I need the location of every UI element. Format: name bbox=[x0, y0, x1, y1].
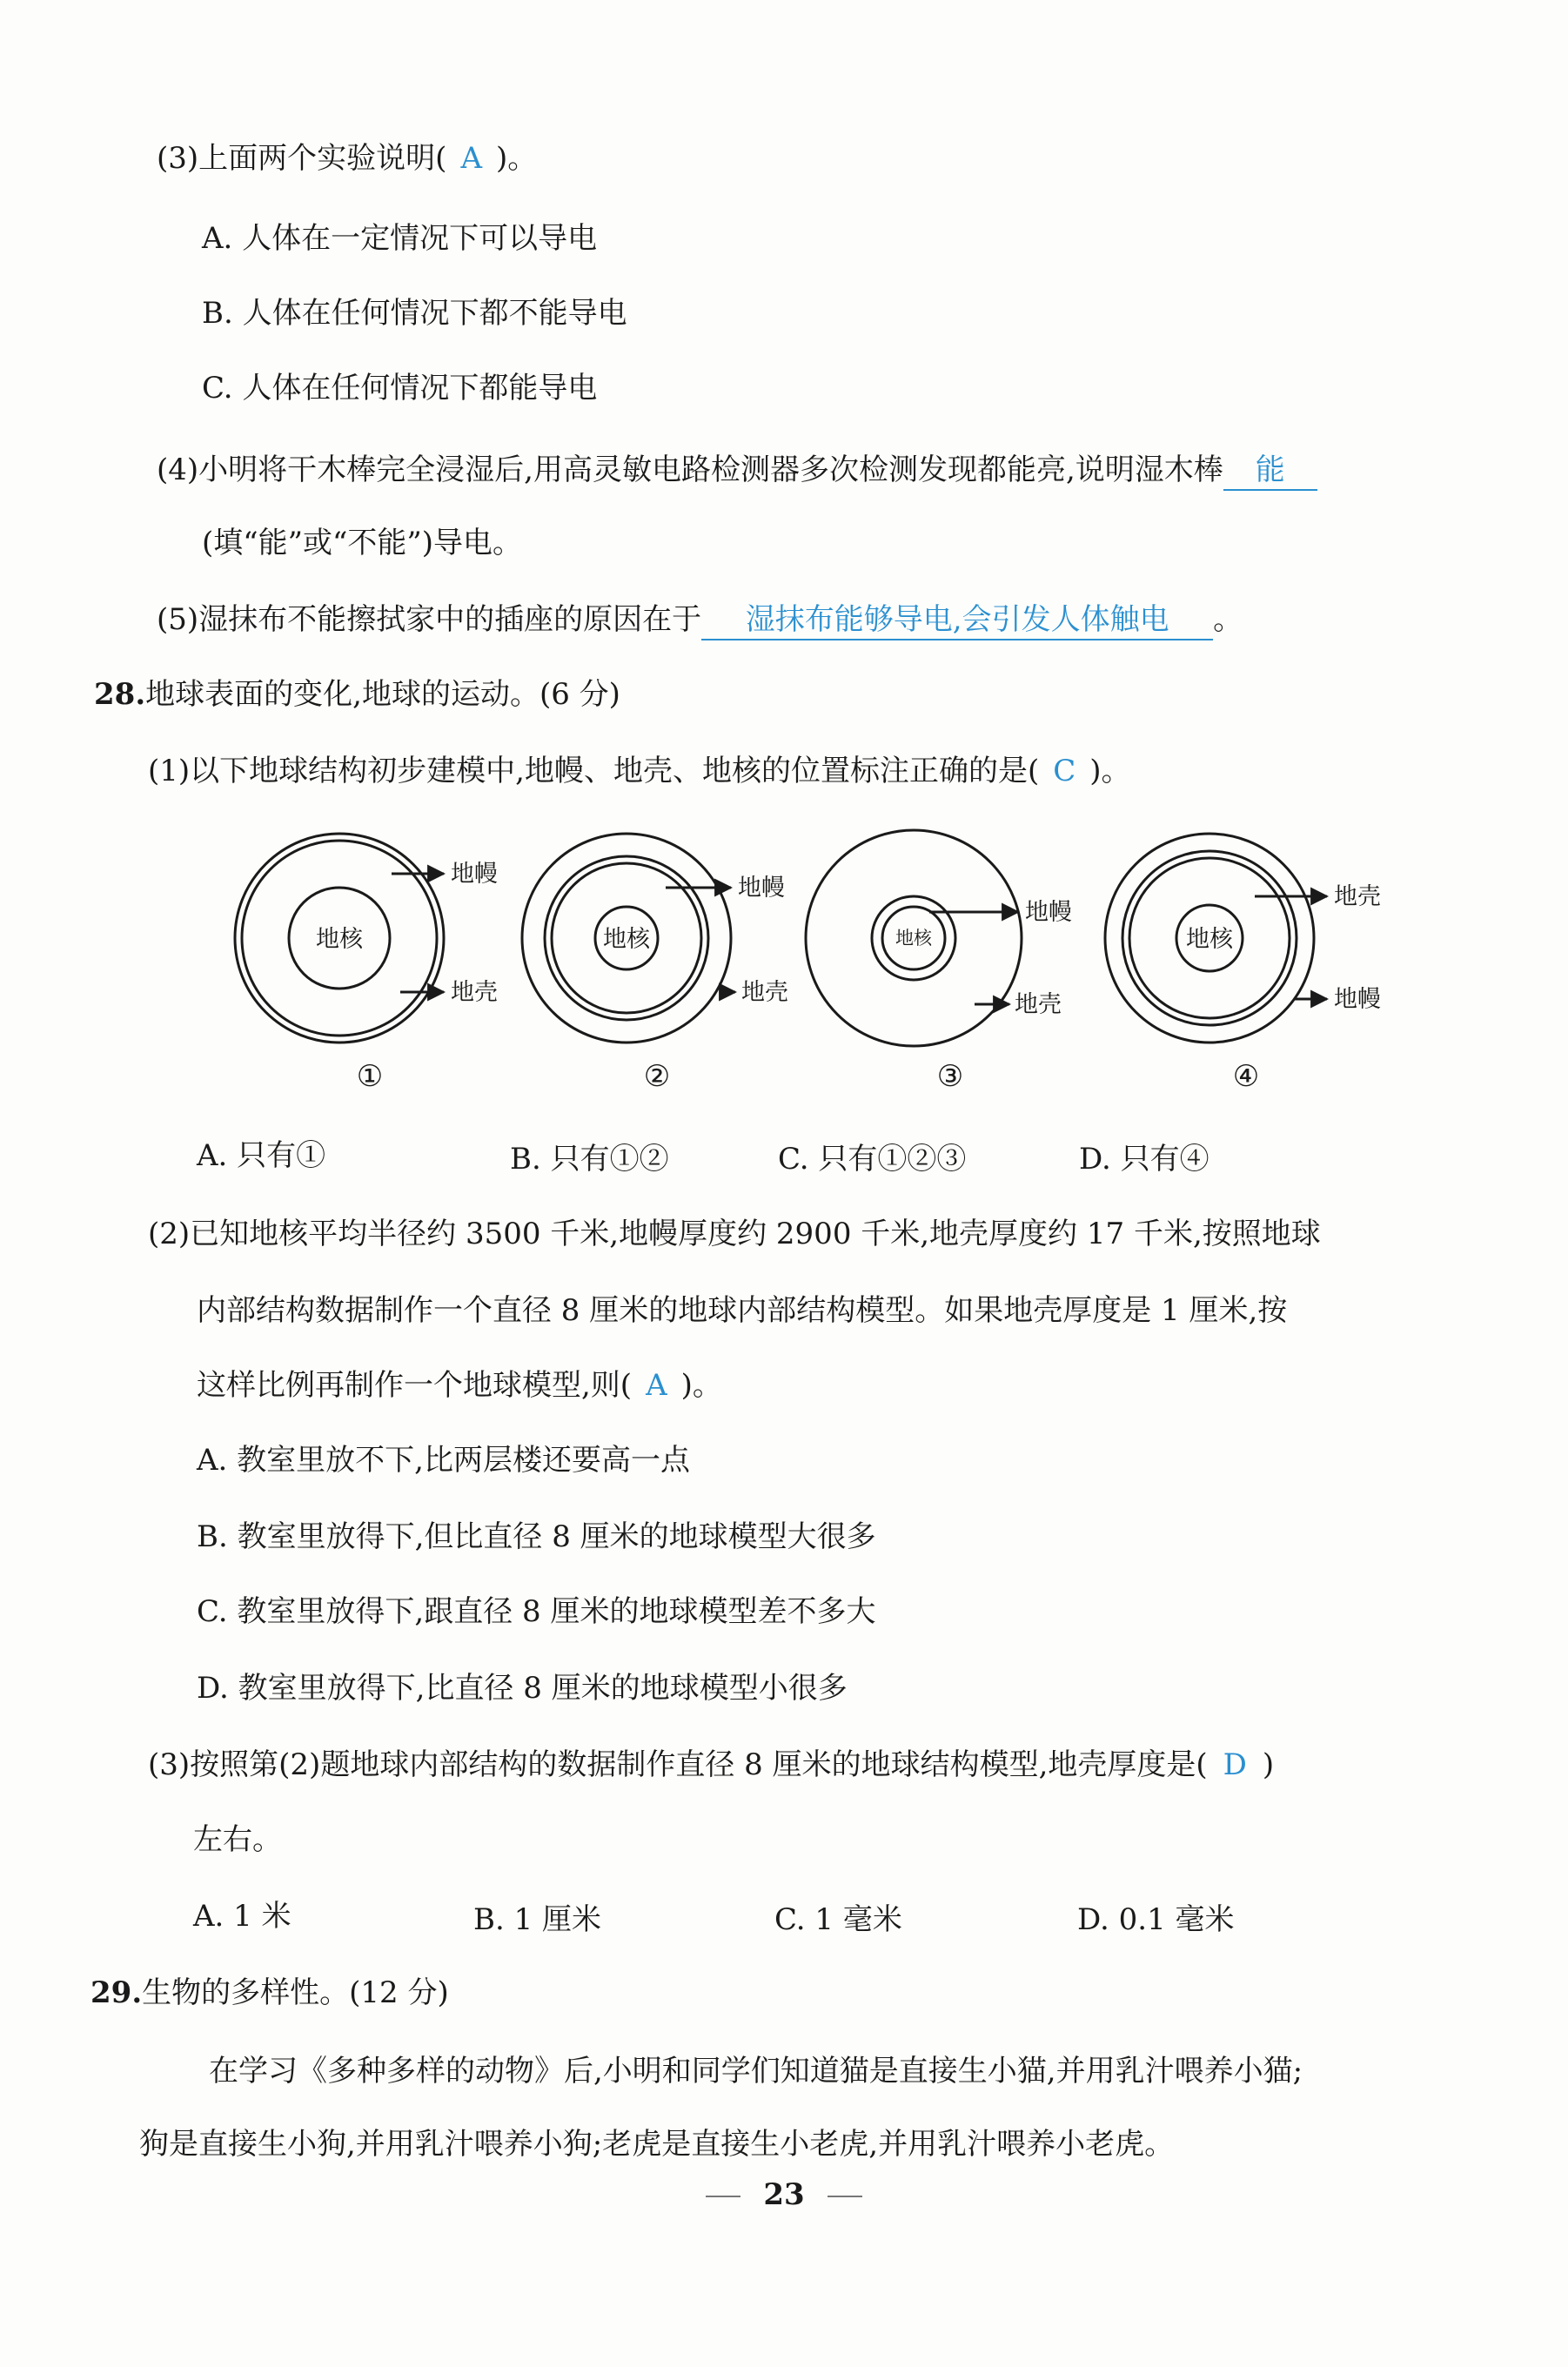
d3-number: ③ bbox=[936, 1059, 964, 1094]
stem-text: (5)湿抹布不能擦拭家中的插座的原因在于 bbox=[157, 602, 702, 637]
stem-text: (3)按照第(2)题地球内部结构的数据制作直径 8 厘米的地球结构模型,地壳厚度是( bbox=[148, 1747, 1208, 1782]
q29-paragraph-line2: 狗是直接生小狗,并用乳汁喂养小狗;老虎是直接生小老虎,并用乳汁喂养小老虎。 bbox=[139, 2127, 1175, 2162]
stem-suffix: ) bbox=[1262, 1747, 1275, 1782]
d3-bottom-label: 地壳 bbox=[1015, 991, 1062, 1018]
stem-text: (1)以下地球结构初步建模中,地幔、地壳、地核的位置标注正确的是( bbox=[148, 754, 1040, 788]
stem-text: 这样比例再制作一个地球模型,则( bbox=[197, 1368, 633, 1403]
d1-center-label: 地核 bbox=[316, 926, 363, 953]
q28-s1-option-c: C. 只有①②③ bbox=[778, 1142, 967, 1177]
question-title: 地球表面的变化,地球的运动。(6 分) bbox=[145, 677, 620, 712]
answer-mark: C bbox=[1053, 754, 1076, 788]
q28-heading bbox=[94, 675, 620, 714]
d4-center-label: 地核 bbox=[1186, 926, 1233, 953]
page-number: 23 bbox=[763, 2177, 805, 2212]
q29-paragraph-line1: 在学习《多种多样的动物》后,小明和同学们知道猫是直接生小猫,并用乳汁喂养小猫; bbox=[209, 2054, 1303, 2089]
d2-top-label: 地幔 bbox=[738, 875, 785, 902]
d2-center-label: 地核 bbox=[603, 926, 650, 953]
d3-center-label: 地核 bbox=[895, 928, 932, 949]
answer-mark: D bbox=[1223, 1747, 1247, 1782]
earth-structure-diagrams bbox=[209, 825, 1444, 1103]
question-title: 生物的多样性。(12 分) bbox=[142, 1975, 449, 2010]
stem-suffix: )。 bbox=[1089, 754, 1131, 788]
q28-s2-option-d: D. 教室里放得下,比直径 8 厘米的地球模型小很多 bbox=[197, 1671, 848, 1706]
q28-s1-stem bbox=[148, 752, 1131, 790]
q28-s3-option-d: D. 0.1 毫米 bbox=[1077, 1902, 1235, 1937]
question-number: 28. bbox=[94, 677, 146, 712]
q28-s3-option-c: C. 1 毫米 bbox=[774, 1902, 902, 1937]
q28-s2-stem-line3 bbox=[197, 1366, 722, 1405]
stem-suffix: )。 bbox=[496, 141, 538, 176]
d1-number: ① bbox=[356, 1059, 384, 1094]
q28-s2-option-b: B. 教室里放得下,但比直径 8 厘米的地球模型大很多 bbox=[197, 1519, 876, 1554]
answer-mark: A bbox=[460, 141, 482, 176]
page-footer bbox=[0, 2177, 1568, 2212]
footer-rule-left bbox=[706, 2196, 740, 2197]
q27-s5-stem bbox=[157, 600, 1243, 640]
stem-suffix: 。 bbox=[1213, 602, 1243, 637]
q28-s3-stem bbox=[148, 1746, 1274, 1784]
q28-s2-option-c: C. 教室里放得下,跟直径 8 厘米的地球模型差不多大 bbox=[197, 1594, 876, 1629]
stem-text: (4)小明将干木棒完全浸湿后,用高灵敏电路检测器多次检测发现都能亮,说明湿木棒 bbox=[157, 453, 1223, 487]
q27-s3-option-b: B. 人体在任何情况下都不能导电 bbox=[202, 296, 627, 331]
q28-s2-stem-line1: (2)已知地核平均半径约 3500 千米,地幔厚度约 2900 千米,地壳厚度约 17 千米,按照地球 bbox=[148, 1217, 1321, 1251]
answer-mark: A bbox=[646, 1368, 667, 1403]
q28-s2-option-a: A. 教室里放不下,比两层楼还要高一点 bbox=[197, 1443, 690, 1478]
footer-rule-right bbox=[828, 2196, 862, 2197]
q27-s3-option-c: C. 人体在任何情况下都能导电 bbox=[202, 371, 598, 406]
d2-number: ② bbox=[643, 1059, 671, 1094]
d3-top-label: 地幔 bbox=[1025, 899, 1072, 926]
q27-s4-stem-line2: (填“能”或“不能”)导电。 bbox=[202, 526, 523, 560]
stem-text: (3)上面两个实验说明( bbox=[157, 141, 447, 176]
d4-bottom-label: 地幔 bbox=[1334, 986, 1381, 1013]
q29-heading bbox=[90, 1974, 449, 2012]
answer-blank: 湿抹布能够导电,会引发人体触电 bbox=[701, 600, 1213, 640]
q28-s3-option-a: A. 1 米 bbox=[193, 1899, 291, 1934]
q28-s1-option-a: A. 只有① bbox=[197, 1138, 326, 1173]
d4-top-label: 地壳 bbox=[1334, 883, 1381, 910]
q27-s4-stem bbox=[157, 451, 1317, 491]
d1-top-label: 地幔 bbox=[451, 861, 498, 888]
d1-bottom-label: 地壳 bbox=[451, 979, 498, 1006]
question-number: 29. bbox=[90, 1975, 143, 2010]
q28-s3-option-b: B. 1 厘米 bbox=[473, 1902, 602, 1937]
q27-s3-stem bbox=[157, 139, 537, 178]
q28-s2-stem-line2: 内部结构数据制作一个直径 8 厘米的地球内部结构模型。如果地壳厚度是 1 厘米,按 bbox=[197, 1293, 1288, 1328]
answer-blank: 能 bbox=[1223, 451, 1317, 491]
q28-s3-stem-line2: 左右。 bbox=[193, 1822, 282, 1857]
stem-suffix: )。 bbox=[680, 1368, 722, 1403]
q28-s1-option-d: D. 只有④ bbox=[1079, 1142, 1210, 1177]
d2-bottom-label: 地壳 bbox=[741, 979, 788, 1006]
q27-s3-option-a: A. 人体在一定情况下可以导电 bbox=[202, 221, 598, 256]
d4-number: ④ bbox=[1232, 1059, 1260, 1094]
q28-s1-option-b: B. 只有①② bbox=[510, 1142, 669, 1177]
